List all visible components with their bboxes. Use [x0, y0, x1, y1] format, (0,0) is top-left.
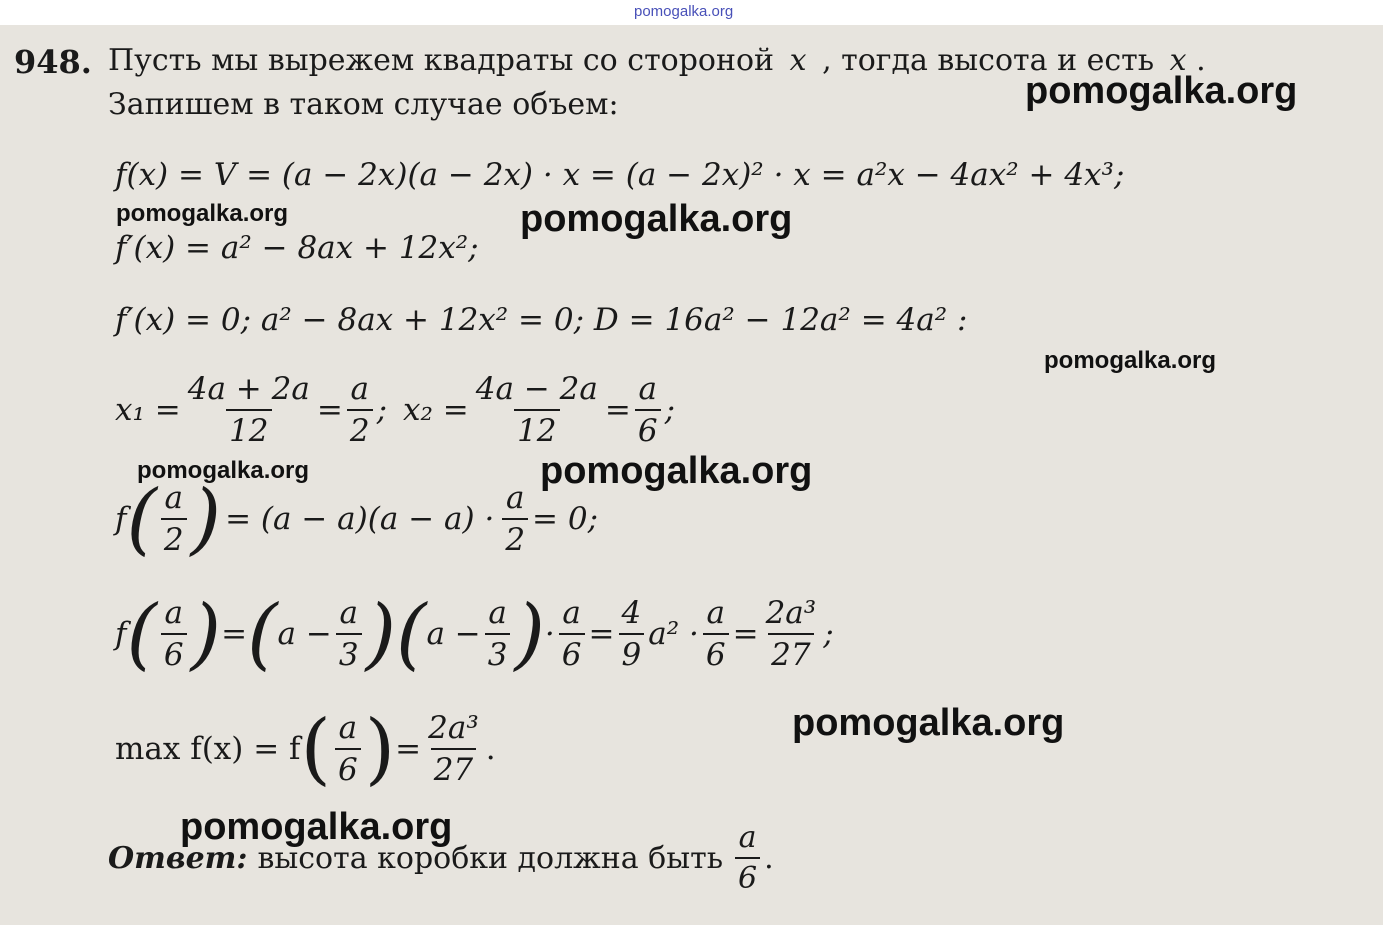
f3-fraction — [703, 595, 729, 673]
watermark: pomogalka.org — [180, 806, 453, 848]
x1-fraction — [185, 371, 313, 449]
watermark: pomogalka.org — [540, 450, 813, 492]
multiply-dot: · — [544, 616, 555, 652]
f-a-over-2-line — [115, 474, 599, 564]
x1-result — [347, 371, 373, 449]
f3-numerator: a — [706, 595, 725, 631]
intro-var-x: x — [789, 43, 807, 78]
max-equals: = — [395, 731, 422, 767]
roots-separator: ; — [376, 392, 388, 428]
answer-text: высота коробки должна быть — [257, 840, 724, 876]
f-a6-arg-numerator: a — [164, 595, 184, 631]
f-a2-arg-numerator: a — [164, 480, 184, 516]
p2-fraction — [485, 595, 511, 673]
equals-2: = — [588, 616, 615, 652]
roots-end: ; — [664, 392, 676, 428]
textbook-page — [0, 25, 1383, 925]
right-paren: ) — [364, 704, 396, 794]
x1-denominator: 12 — [226, 409, 271, 449]
answer-fraction — [735, 820, 760, 896]
f4-numerator: 2a³ — [765, 595, 817, 631]
max-arg-numerator: a — [338, 710, 358, 746]
max-line — [115, 704, 496, 794]
x1-label: x₁ = — [115, 392, 181, 428]
max-result — [425, 710, 482, 788]
watermark: pomogalka.org — [792, 702, 1065, 744]
x2-fraction — [473, 371, 601, 449]
x2-label: x₂ = — [403, 392, 469, 428]
max-arg-denominator: 6 — [335, 748, 361, 788]
watermark: pomogalka.org — [1044, 347, 1217, 374]
max-argument — [335, 710, 361, 788]
derivative-equation: f′(x) = a² − 8ax + 12x²; — [115, 230, 479, 266]
watermark: pomogalka.org — [137, 457, 310, 484]
p1-denominator: 3 — [336, 633, 362, 673]
intro-text-b: , тогда высота и есть — [822, 43, 1155, 78]
f3-denominator: 6 — [703, 633, 729, 673]
answer-numerator: a — [738, 820, 757, 855]
answer-denominator: 6 — [735, 857, 760, 896]
watermark: pomogalka.org — [1025, 70, 1298, 112]
p2-denominator: 3 — [485, 633, 511, 673]
max-end: . — [485, 731, 496, 767]
roots-line — [115, 371, 675, 449]
f-a-over-6-line — [115, 589, 834, 679]
watermark: pomogalka.org — [116, 200, 289, 227]
f-a6-equals: = — [221, 616, 248, 652]
f-a2-fraction — [502, 480, 528, 558]
problem-number: 948. — [14, 43, 92, 81]
f-symbol: f — [115, 501, 127, 537]
x2-result-denominator: 6 — [635, 409, 661, 449]
f1-fraction — [559, 595, 585, 673]
f2-fraction — [619, 595, 645, 673]
volume-equation: f(x) = V = (a − 2x)(a − 2x) · x = (a − 2x)² · x = a²x − 4ax² + 4x³; — [115, 157, 1125, 193]
f-a2-arg-denominator: 2 — [161, 518, 187, 558]
x2-equals: = — [604, 392, 631, 428]
x1-equals: = — [316, 392, 343, 428]
answer-label: Ответ: — [108, 840, 248, 876]
discriminant-equation: f′(x) = 0; a² − 8ax + 12x² = 0; D = 16a² − 12a² = 4a² : — [115, 302, 968, 338]
f-symbol: f — [115, 616, 127, 652]
max-prefix: max f(x) = f — [115, 731, 301, 767]
f-a6-end: ; — [823, 616, 834, 652]
p2-a: a − — [426, 616, 481, 652]
f1-numerator: a — [562, 595, 581, 631]
x1-numerator: 4a + 2a — [187, 371, 310, 407]
left-paren: ( — [300, 704, 331, 794]
f-a2-argument — [161, 480, 187, 558]
f4-fraction — [763, 595, 820, 673]
x1-result-numerator: a — [350, 371, 369, 407]
answer-end: . — [764, 840, 774, 876]
intro-line-2: Запишем в таком случае объем: — [108, 87, 619, 122]
max-result-denominator: 27 — [431, 748, 476, 788]
f-a2-tail: = 0; — [532, 501, 599, 537]
p1-a: a − — [277, 616, 332, 652]
right-paren: ) — [190, 589, 222, 679]
right-paren: ) — [514, 589, 545, 679]
p2-numerator: a — [488, 595, 507, 631]
intro-var-x-2: x — [1169, 43, 1187, 78]
f2-denominator: 9 — [619, 633, 645, 673]
f-a2-frac-numerator: a — [505, 480, 525, 516]
left-paren: ( — [126, 474, 157, 564]
f-a6-arg-denominator: 6 — [161, 633, 187, 673]
left-paren: ( — [126, 589, 157, 679]
f2-numerator: 4 — [621, 595, 642, 631]
intro-text-a: Пусть мы вырежем квадраты со стороной — [108, 43, 775, 78]
x1-result-denominator: 2 — [347, 409, 373, 449]
intro-end: . — [1196, 43, 1206, 78]
left-paren: ( — [247, 589, 278, 679]
a-squared-term: a² · — [648, 616, 699, 652]
equals-3: = — [732, 616, 759, 652]
f4-denominator: 27 — [768, 633, 813, 673]
f-a6-argument — [161, 595, 187, 673]
x2-result — [635, 371, 661, 449]
x2-result-numerator: a — [638, 371, 657, 407]
f-a2-frac-denominator: 2 — [502, 518, 528, 558]
right-paren: ) — [190, 474, 222, 564]
max-result-numerator: 2a³ — [428, 710, 479, 746]
x2-numerator: 4a − 2a — [475, 371, 598, 407]
p1-fraction — [336, 595, 362, 673]
top-watermark: pomogalka.org — [634, 3, 734, 20]
f-a2-middle: = (a − a)(a − a) · — [225, 501, 495, 537]
x2-denominator: 12 — [514, 409, 559, 449]
f1-denominator: 6 — [559, 633, 585, 673]
watermark: pomogalka.org — [520, 198, 793, 240]
p1-numerator: a — [339, 595, 358, 631]
right-paren: ) — [365, 589, 396, 679]
left-paren: ( — [396, 589, 427, 679]
